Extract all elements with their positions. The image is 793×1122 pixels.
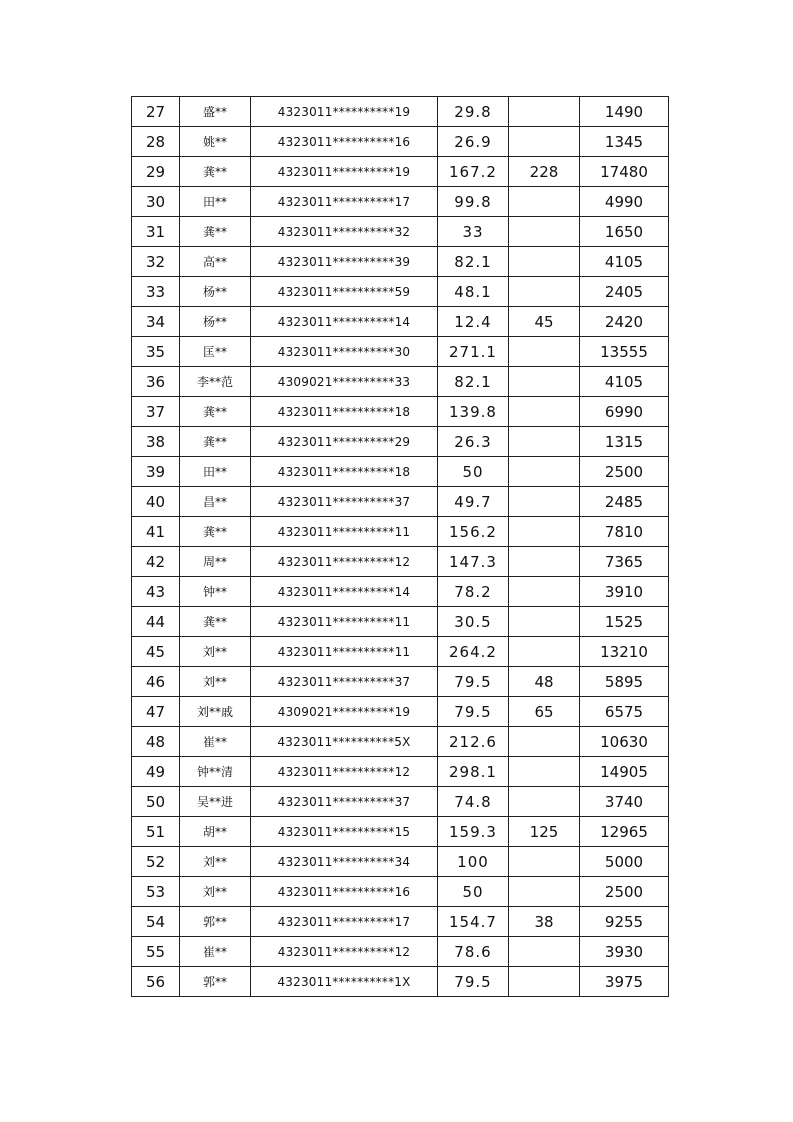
amount-cell: 5895: [580, 667, 669, 697]
amount-cell: 1345: [580, 127, 669, 157]
table-row: [132, 127, 669, 157]
table-row: [132, 517, 669, 547]
area-cell: 82.1: [438, 247, 509, 277]
id-number-cell: 4323011**********14: [251, 577, 438, 607]
amount-cell: 1525: [580, 607, 669, 637]
name-cell: 龚**: [180, 607, 251, 637]
id-number-cell: 4323011**********16: [251, 877, 438, 907]
id-number-cell: 4309021**********33: [251, 367, 438, 397]
row-number-cell: 33: [132, 277, 180, 307]
table-row: [132, 427, 669, 457]
area-cell: 74.8: [438, 787, 509, 817]
extra-cell: [509, 847, 580, 877]
row-number-cell: 48: [132, 727, 180, 757]
row-number-cell: 39: [132, 457, 180, 487]
extra-cell: [509, 487, 580, 517]
extra-cell: [509, 967, 580, 997]
extra-cell: [509, 187, 580, 217]
area-cell: 79.5: [438, 667, 509, 697]
table-row: [132, 547, 669, 577]
id-number-cell: 4323011**********18: [251, 457, 438, 487]
extra-cell: [509, 127, 580, 157]
table-row: [132, 97, 669, 127]
row-number-cell: 56: [132, 967, 180, 997]
table-row: [132, 727, 669, 757]
table-row: [132, 607, 669, 637]
row-number-cell: 52: [132, 847, 180, 877]
row-number-cell: 50: [132, 787, 180, 817]
id-number-cell: 4323011**********19: [251, 97, 438, 127]
table-row: [132, 367, 669, 397]
amount-cell: 1315: [580, 427, 669, 457]
table-row: [132, 217, 669, 247]
table-row: [132, 937, 669, 967]
table-row: [132, 667, 669, 697]
row-number-cell: 43: [132, 577, 180, 607]
area-cell: 139.8: [438, 397, 509, 427]
table-row: [132, 847, 669, 877]
extra-cell: [509, 337, 580, 367]
table-row: [132, 757, 669, 787]
area-cell: 79.5: [438, 967, 509, 997]
amount-cell: 4990: [580, 187, 669, 217]
name-cell: 郭**: [180, 967, 251, 997]
extra-cell: [509, 727, 580, 757]
name-cell: 刘**: [180, 637, 251, 667]
name-cell: 胡**: [180, 817, 251, 847]
extra-cell: [509, 607, 580, 637]
name-cell: 龚**: [180, 427, 251, 457]
name-cell: 匡**: [180, 337, 251, 367]
table-row: [132, 817, 669, 847]
amount-cell: 7365: [580, 547, 669, 577]
row-number-cell: 47: [132, 697, 180, 727]
row-number-cell: 54: [132, 907, 180, 937]
extra-cell: [509, 757, 580, 787]
row-number-cell: 53: [132, 877, 180, 907]
name-cell: 杨**: [180, 307, 251, 337]
name-cell: 崔**: [180, 727, 251, 757]
extra-cell: [509, 247, 580, 277]
id-number-cell: 4309021**********19: [251, 697, 438, 727]
name-cell: 田**: [180, 457, 251, 487]
id-number-cell: 4323011**********14: [251, 307, 438, 337]
row-number-cell: 35: [132, 337, 180, 367]
row-number-cell: 55: [132, 937, 180, 967]
area-cell: 167.2: [438, 157, 509, 187]
row-number-cell: 51: [132, 817, 180, 847]
name-cell: 刘**: [180, 847, 251, 877]
extra-cell: [509, 397, 580, 427]
table-row: [132, 487, 669, 517]
name-cell: 龚**: [180, 397, 251, 427]
amount-cell: 3930: [580, 937, 669, 967]
area-cell: 212.6: [438, 727, 509, 757]
id-number-cell: 4323011**********17: [251, 907, 438, 937]
name-cell: 钟**清: [180, 757, 251, 787]
amount-cell: 4105: [580, 247, 669, 277]
area-cell: 147.3: [438, 547, 509, 577]
table-row: [132, 157, 669, 187]
amount-cell: 3975: [580, 967, 669, 997]
table-row: [132, 187, 669, 217]
amount-cell: 2420: [580, 307, 669, 337]
extra-cell: 65: [509, 697, 580, 727]
area-cell: 99.8: [438, 187, 509, 217]
name-cell: 龚**: [180, 217, 251, 247]
extra-cell: [509, 277, 580, 307]
amount-cell: 4105: [580, 367, 669, 397]
amount-cell: 1490: [580, 97, 669, 127]
name-cell: 钟**: [180, 577, 251, 607]
id-number-cell: 4323011**********11: [251, 607, 438, 637]
table-row: [132, 577, 669, 607]
table-row: [132, 637, 669, 667]
area-cell: 49.7: [438, 487, 509, 517]
extra-cell: 228: [509, 157, 580, 187]
table-row: [132, 697, 669, 727]
row-number-cell: 44: [132, 607, 180, 637]
table-row: [132, 457, 669, 487]
table-row: [132, 787, 669, 817]
row-number-cell: 32: [132, 247, 180, 277]
name-cell: 龚**: [180, 517, 251, 547]
extra-cell: [509, 637, 580, 667]
id-number-cell: 4323011**********37: [251, 487, 438, 517]
amount-cell: 3740: [580, 787, 669, 817]
area-cell: 30.5: [438, 607, 509, 637]
name-cell: 吴**进: [180, 787, 251, 817]
row-number-cell: 34: [132, 307, 180, 337]
name-cell: 刘**戚: [180, 697, 251, 727]
extra-cell: 45: [509, 307, 580, 337]
name-cell: 崔**: [180, 937, 251, 967]
id-number-cell: 4323011**********12: [251, 937, 438, 967]
id-number-cell: 4323011**********19: [251, 157, 438, 187]
area-cell: 33: [438, 217, 509, 247]
table-row: [132, 877, 669, 907]
row-number-cell: 37: [132, 397, 180, 427]
area-cell: 50: [438, 877, 509, 907]
name-cell: 刘**: [180, 877, 251, 907]
id-number-cell: 4323011**********34: [251, 847, 438, 877]
amount-cell: 17480: [580, 157, 669, 187]
row-number-cell: 46: [132, 667, 180, 697]
row-number-cell: 49: [132, 757, 180, 787]
extra-cell: [509, 367, 580, 397]
amount-cell: 2500: [580, 877, 669, 907]
extra-cell: [509, 457, 580, 487]
amount-cell: 3910: [580, 577, 669, 607]
row-number-cell: 31: [132, 217, 180, 247]
extra-cell: [509, 427, 580, 457]
extra-cell: [509, 787, 580, 817]
id-number-cell: 4323011**********11: [251, 517, 438, 547]
amount-cell: 5000: [580, 847, 669, 877]
area-cell: 78.2: [438, 577, 509, 607]
table-row: [132, 277, 669, 307]
extra-cell: [509, 517, 580, 547]
id-number-cell: 4323011**********1X: [251, 967, 438, 997]
area-cell: 154.7: [438, 907, 509, 937]
extra-cell: [509, 97, 580, 127]
id-number-cell: 4323011**********16: [251, 127, 438, 157]
row-number-cell: 40: [132, 487, 180, 517]
area-cell: 50: [438, 457, 509, 487]
extra-cell: [509, 547, 580, 577]
row-number-cell: 38: [132, 427, 180, 457]
name-cell: 周**: [180, 547, 251, 577]
table-row: [132, 337, 669, 367]
amount-cell: 10630: [580, 727, 669, 757]
name-cell: 盛**: [180, 97, 251, 127]
area-cell: 271.1: [438, 337, 509, 367]
area-cell: 12.4: [438, 307, 509, 337]
id-number-cell: 4323011**********18: [251, 397, 438, 427]
id-number-cell: 4323011**********11: [251, 637, 438, 667]
extra-cell: 38: [509, 907, 580, 937]
area-cell: 26.3: [438, 427, 509, 457]
area-cell: 100: [438, 847, 509, 877]
amount-cell: 6575: [580, 697, 669, 727]
area-cell: 29.8: [438, 97, 509, 127]
row-number-cell: 29: [132, 157, 180, 187]
amount-cell: 1650: [580, 217, 669, 247]
name-cell: 杨**: [180, 277, 251, 307]
name-cell: 龚**: [180, 157, 251, 187]
name-cell: 昌**: [180, 487, 251, 517]
amount-cell: 13555: [580, 337, 669, 367]
extra-cell: 125: [509, 817, 580, 847]
amount-cell: 13210: [580, 637, 669, 667]
id-number-cell: 4323011**********29: [251, 427, 438, 457]
extra-cell: 48: [509, 667, 580, 697]
id-number-cell: 4323011**********17: [251, 187, 438, 217]
id-number-cell: 4323011**********59: [251, 277, 438, 307]
row-number-cell: 41: [132, 517, 180, 547]
name-cell: 高**: [180, 247, 251, 277]
id-number-cell: 4323011**********12: [251, 757, 438, 787]
amount-cell: 2405: [580, 277, 669, 307]
id-number-cell: 4323011**********30: [251, 337, 438, 367]
table-row: [132, 907, 669, 937]
id-number-cell: 4323011**********12: [251, 547, 438, 577]
row-number-cell: 28: [132, 127, 180, 157]
row-number-cell: 27: [132, 97, 180, 127]
amount-cell: 14905: [580, 757, 669, 787]
name-cell: 李**范: [180, 367, 251, 397]
area-cell: 159.3: [438, 817, 509, 847]
row-number-cell: 36: [132, 367, 180, 397]
area-cell: 156.2: [438, 517, 509, 547]
extra-cell: [509, 577, 580, 607]
area-cell: 82.1: [438, 367, 509, 397]
amount-cell: 2485: [580, 487, 669, 517]
area-cell: 264.2: [438, 637, 509, 667]
name-cell: 刘**: [180, 667, 251, 697]
area-cell: 48.1: [438, 277, 509, 307]
row-number-cell: 45: [132, 637, 180, 667]
table-row: [132, 307, 669, 337]
amount-cell: 7810: [580, 517, 669, 547]
id-number-cell: 4323011**********37: [251, 787, 438, 817]
id-number-cell: 4323011**********5X: [251, 727, 438, 757]
amount-cell: 12965: [580, 817, 669, 847]
area-cell: 79.5: [438, 697, 509, 727]
name-cell: 姚**: [180, 127, 251, 157]
row-number-cell: 30: [132, 187, 180, 217]
id-number-cell: 4323011**********39: [251, 247, 438, 277]
amount-cell: 6990: [580, 397, 669, 427]
table-body: [132, 97, 669, 997]
area-cell: 298.1: [438, 757, 509, 787]
id-number-cell: 4323011**********37: [251, 667, 438, 697]
extra-cell: [509, 937, 580, 967]
area-cell: 78.6: [438, 937, 509, 967]
area-cell: 26.9: [438, 127, 509, 157]
name-cell: 田**: [180, 187, 251, 217]
amount-cell: 2500: [580, 457, 669, 487]
name-cell: 郭**: [180, 907, 251, 937]
table-row: [132, 397, 669, 427]
data-table: [131, 96, 669, 997]
amount-cell: 9255: [580, 907, 669, 937]
table-row: [132, 247, 669, 277]
id-number-cell: 4323011**********32: [251, 217, 438, 247]
extra-cell: [509, 217, 580, 247]
id-number-cell: 4323011**********15: [251, 817, 438, 847]
table-row: [132, 967, 669, 997]
extra-cell: [509, 877, 580, 907]
row-number-cell: 42: [132, 547, 180, 577]
